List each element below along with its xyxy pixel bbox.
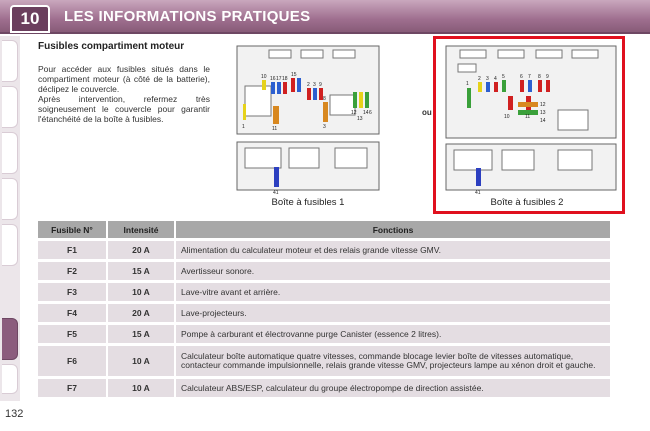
table-row bbox=[38, 283, 612, 301]
fuse-function: Calculateur boîte automatique quatre vitesses, commande blocage levier boîte de vitesses automatique, contacteur commande impulsionnelle, relais grande vitesse GMV, projecteurs lampe au xénon droit et gauche. bbox=[176, 346, 612, 376]
fuse-box-2-caption: Boîte à fusibles 2 bbox=[490, 197, 564, 208]
table-row bbox=[38, 304, 612, 322]
fuse-18 bbox=[283, 82, 287, 94]
page-title: LES INFORMATIONS PRATIQUES bbox=[64, 8, 311, 25]
chapter-tab-1[interactable] bbox=[2, 40, 18, 82]
table-row bbox=[38, 379, 612, 397]
fuse-3b bbox=[323, 116, 328, 122]
fuse-number: F2 bbox=[38, 262, 108, 280]
chapter-tab-6[interactable] bbox=[2, 364, 18, 394]
chapter-tab-5[interactable] bbox=[2, 224, 18, 266]
fuse-label: 2 bbox=[307, 82, 310, 88]
fuse-label: 11 bbox=[525, 114, 531, 120]
fuse-label: 1 bbox=[242, 124, 245, 130]
fuse-41 bbox=[274, 167, 279, 187]
fuse-label: 7 bbox=[528, 74, 531, 80]
fuse-3 bbox=[313, 88, 317, 100]
fuse-label: 12 bbox=[540, 102, 546, 108]
fuse-label: 13 bbox=[540, 110, 546, 116]
fuse-label: 15 bbox=[291, 72, 297, 78]
fuse-6 bbox=[365, 92, 369, 108]
fuse-label: 3 bbox=[323, 124, 326, 130]
fuse-intensity: 15 A bbox=[108, 325, 176, 343]
paragraph-access: Pour accéder aux fusibles situés dans le compartiment moteur (à côté de la batterie), déclipez le couvercle. bbox=[38, 64, 210, 94]
or-separator: ou bbox=[422, 108, 432, 117]
fuse-label: 2 bbox=[478, 76, 481, 82]
fuse-function: Lave-projecteurs. bbox=[176, 304, 612, 322]
fuse-box-1-slot bbox=[289, 148, 319, 168]
paragraph-closing: Après intervention, refermez très soigneusement le couvercle pour garantir l'étanchéité de la boîte à fusibles. bbox=[38, 94, 210, 124]
fuse-table bbox=[38, 218, 612, 400]
fuse-label: 3 bbox=[313, 82, 316, 88]
fuse-1 bbox=[243, 104, 246, 120]
fuse-label: 14 bbox=[363, 110, 369, 116]
fuse-label: 17 bbox=[276, 76, 282, 82]
section-body bbox=[38, 64, 210, 124]
fuse-label: 14 bbox=[540, 118, 546, 124]
fuse-12 bbox=[353, 92, 357, 108]
fuse-label: 41 bbox=[475, 190, 481, 196]
table-header-row bbox=[38, 221, 612, 238]
fuse-label: 9 bbox=[546, 74, 549, 80]
fuse-box-1-slot bbox=[269, 50, 291, 58]
fuse-8 bbox=[323, 102, 328, 116]
fuse-function: Alimentation du calculateur moteur et des relais grande vitesse GMV. bbox=[176, 241, 612, 259]
fuse-function: Calculateur ABS/ESP, calculateur du groupe électropompe de direction assistée. bbox=[176, 379, 612, 397]
fuse-14 bbox=[359, 92, 363, 108]
chapter-number: 10 bbox=[10, 5, 50, 33]
fuse-box-1-slot bbox=[333, 50, 355, 58]
chapter-tab-strip bbox=[0, 36, 20, 401]
table-row bbox=[38, 262, 612, 280]
fuse-box-1-slot bbox=[335, 148, 367, 168]
fuse-label: 18 bbox=[282, 76, 288, 82]
fuse-label: 16 bbox=[270, 76, 276, 82]
fuse-label: 3 bbox=[486, 76, 489, 82]
fuse-10 bbox=[262, 80, 266, 90]
fuse-17 bbox=[277, 82, 281, 94]
chapter-tab-3[interactable] bbox=[2, 132, 18, 174]
section-title: Fusibles compartiment moteur bbox=[38, 41, 185, 52]
fuse-11 bbox=[273, 106, 279, 124]
fuse-intensity: 15 A bbox=[108, 262, 176, 280]
fuse-16 bbox=[271, 82, 275, 94]
fuse-label: 13 bbox=[357, 116, 363, 122]
fuse-label: 8 bbox=[323, 96, 326, 102]
page-number: 132 bbox=[5, 408, 24, 420]
chapter-tab-4[interactable] bbox=[2, 178, 18, 220]
fuse-label: 12 bbox=[351, 110, 357, 116]
fuse-label: 4 bbox=[494, 76, 497, 82]
fuse-box-1-slot bbox=[245, 148, 281, 168]
fuse-function: Avertisseur sonore. bbox=[176, 262, 612, 280]
column-header-functions: Fonctions bbox=[176, 221, 612, 238]
page-header bbox=[0, 0, 650, 34]
fuse-2 bbox=[307, 88, 311, 100]
fuse-number: F1 bbox=[38, 241, 108, 259]
fuse-intensity: 20 A bbox=[108, 304, 176, 322]
fuse-box-1-slot bbox=[301, 50, 323, 58]
fuse-number: F7 bbox=[38, 379, 108, 397]
fuse-box-2-highlight-frame bbox=[433, 36, 625, 214]
chapter-tab-active[interactable] bbox=[2, 318, 18, 360]
fuse-label: 8 bbox=[538, 74, 541, 80]
fuse-label: 1 bbox=[466, 81, 469, 87]
column-header-intensity: Intensité bbox=[108, 221, 176, 238]
fuse-box-1-relay bbox=[245, 86, 271, 116]
fuse-15 bbox=[291, 78, 295, 92]
table-row bbox=[38, 346, 612, 376]
fuse-label: 10 bbox=[261, 74, 267, 80]
fuse-intensity: 10 A bbox=[108, 346, 176, 376]
column-header-fuse: Fusible N° bbox=[38, 221, 108, 238]
fuse-label: 6 bbox=[369, 110, 372, 116]
chapter-tab-2[interactable] bbox=[2, 86, 18, 128]
fuse-label: 10 bbox=[504, 114, 510, 120]
fuse-label: 5 bbox=[502, 74, 505, 80]
table-row bbox=[38, 325, 612, 343]
fuse-number: F6 bbox=[38, 346, 108, 376]
fuse-function: Lave-vitre avant et arrière. bbox=[176, 283, 612, 301]
fuse-number: F4 bbox=[38, 304, 108, 322]
fuse-function: Pompe à carburant et électrovanne purge Canister (essence 2 litres). bbox=[176, 325, 612, 343]
fuse-label: 6 bbox=[520, 74, 523, 80]
fuse-box-1-diagram bbox=[225, 40, 390, 198]
fuse-label: 9 bbox=[319, 82, 322, 88]
fuse-15b bbox=[297, 78, 301, 92]
fuse-box-1-caption: Boîte à fusibles 1 bbox=[271, 197, 345, 208]
fuse-intensity: 10 A bbox=[108, 283, 176, 301]
table-row bbox=[38, 241, 612, 259]
fuse-intensity: 20 A bbox=[108, 241, 176, 259]
fuse-label: 41 bbox=[273, 190, 279, 196]
fuse-intensity: 10 A bbox=[108, 379, 176, 397]
fuse-label: 11 bbox=[272, 126, 278, 132]
fuse-number: F3 bbox=[38, 283, 108, 301]
fuse-number: F5 bbox=[38, 325, 108, 343]
